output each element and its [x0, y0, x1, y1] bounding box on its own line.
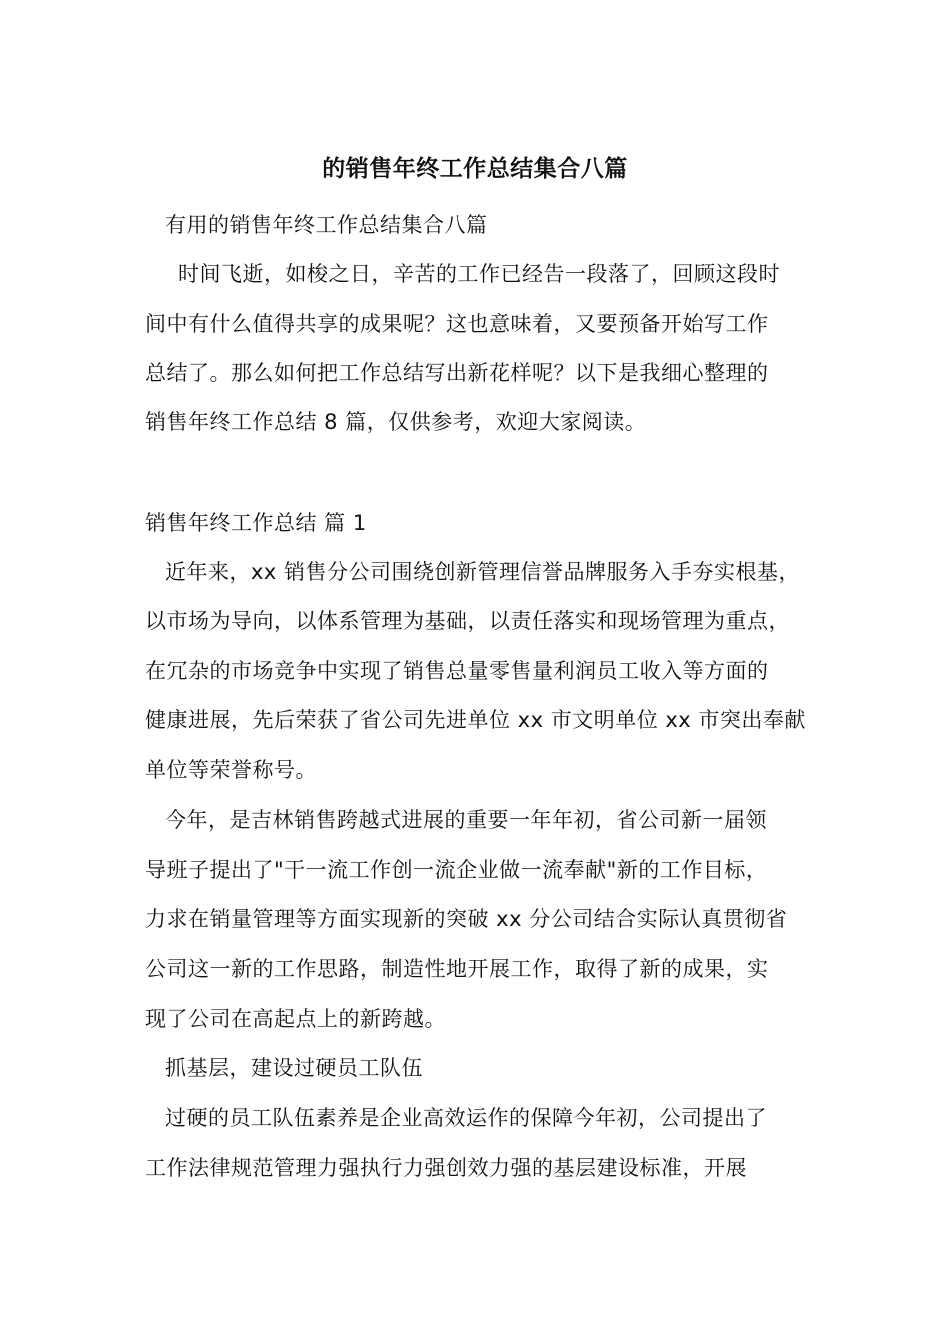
- paragraph-line: 健康进展，先后荣获了省公司先进单位 xx 市文明单位 xx 市突出奉献: [145, 708, 806, 732]
- paragraph-line: 公司这一新的工作思路，制造性地开展工作，取得了新的成果，实: [145, 957, 769, 981]
- paragraph-line: 工作法律规范管理力强执行力强创效力强的基层建设标准，开展: [145, 1156, 747, 1180]
- paragraph-line: 单位等荣誉称号。: [145, 758, 317, 782]
- intro-line: 时间飞逝，如梭之日，辛苦的工作已经告一段落了，回顾这段时: [178, 262, 780, 286]
- paragraph-line: 在冗杂的市场竞争中实现了销售总量零售量利润员工收入等方面的: [145, 659, 769, 683]
- paragraph-line: 以市场为导向，以体系管理为基础，以责任落实和现场管理为重点，: [145, 609, 790, 633]
- paragraph-line: 今年，是吉林销售跨越式进展的重要一年年初，省公司新一届领: [165, 808, 767, 832]
- paragraph-line: 近年来，xx 销售分公司围绕创新管理信誉品牌服务入手夯实根基，: [165, 560, 801, 584]
- section-heading: 销售年终工作总结 篇 1: [145, 511, 367, 535]
- paragraph-line: 导班子提出了"干一流工作创一流企业做一流奉献"新的工作目标，: [145, 858, 768, 882]
- intro-line: 总结了。那么如何把工作总结写出新花样呢？以下是我细心整理的: [145, 361, 769, 385]
- document-subtitle: 有用的销售年终工作总结集合八篇: [165, 213, 488, 237]
- paragraph-line: 过硬的员工队伍素养是企业高效运作的保障今年初，公司提出了: [165, 1106, 767, 1130]
- intro-line: 销售年终工作总结 8 篇，仅供参考，欢迎大家阅读。: [145, 410, 647, 434]
- paragraph-line: 现了公司在高起点上的新跨越。: [145, 1007, 446, 1031]
- subheading: 抓基层，建设过硬员工队伍: [165, 1056, 423, 1080]
- paragraph-line: 力求在销量管理等方面实现新的突破 xx 分公司结合实际认真贯彻省: [145, 907, 788, 931]
- intro-line: 间中有什么值得共享的成果呢？这也意味着，又要预备开始写工作: [145, 312, 769, 336]
- document-title: 的销售年终工作总结集合八篇: [322, 156, 628, 182]
